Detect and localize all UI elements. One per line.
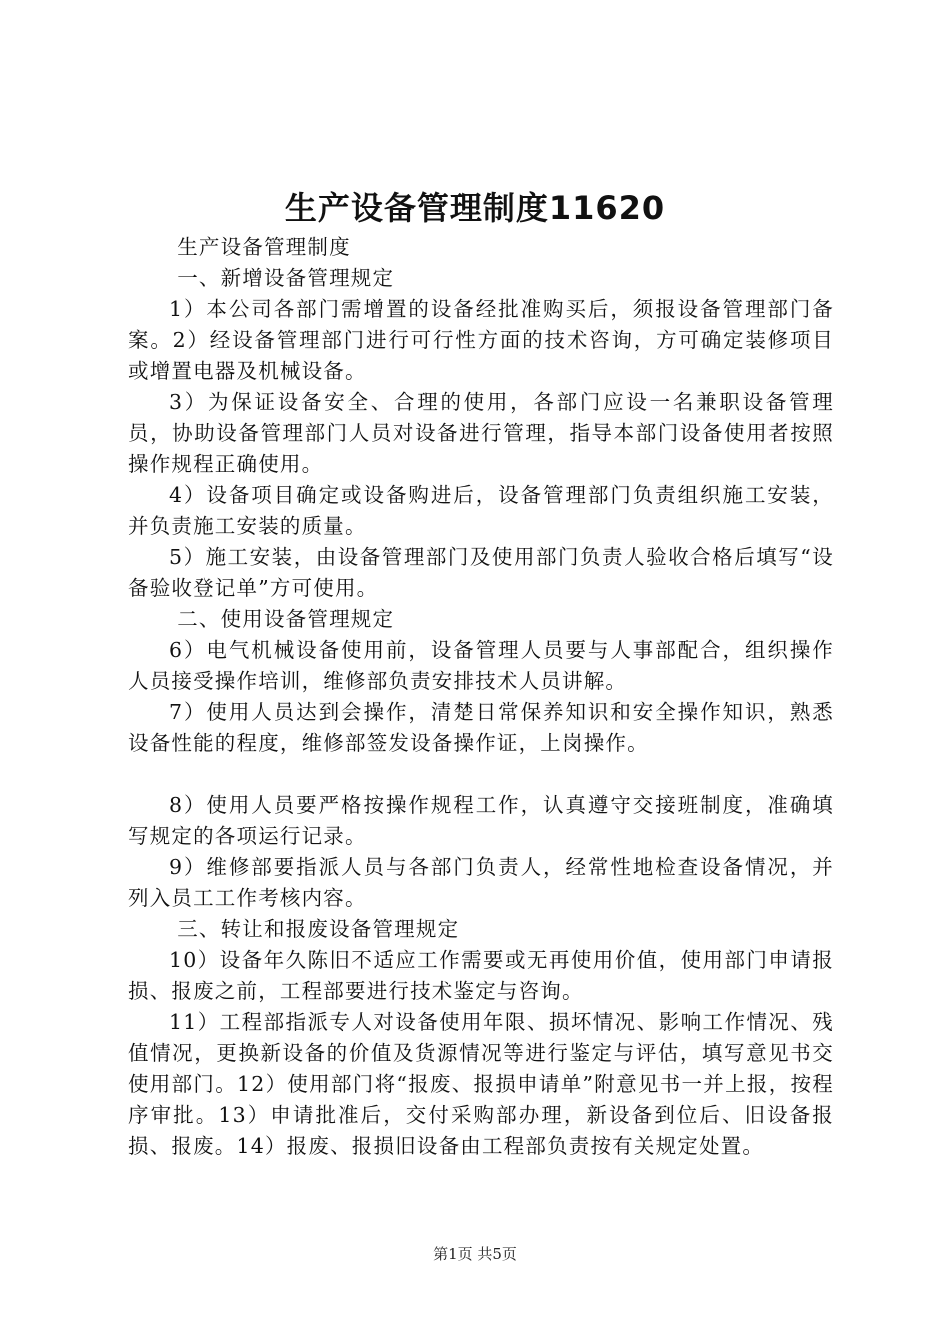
paragraph-item-11-14: 11）工程部指派专人对设备使用年限、损坏情况、影响工作情况、残值情况，更换新设备的价值及货源情况等进行鉴定与评估，填写意见书交使用部门。12）使用部门将“报废、报损申请单”附意见书一并上报，按程序审批。13）申请批准后，交付采购部办理，新设备到位后、旧设备报损、报废。14）报废、报损旧设备由工程部负责按有关规定处置。: [128, 1010, 834, 1158]
section-heading-transfer-scrap: 三、转让和报废设备管理规定: [177, 917, 460, 941]
paragraph-item-4: 4）设备项目确定或设备购进后，设备管理部门负责组织施工安装，并负责施工安装的质量。: [128, 483, 834, 538]
paragraph-item-10: 10）设备年久陈旧不适应工作需要或无再使用价值，使用部门申请报损、报废之前，工程部要进行技术鉴定与咨询。: [128, 948, 834, 1003]
paragraph-item-6: 6）电气机械设备使用前，设备管理人员要与人事部配合，组织操作人员接受操作培训，维修部负责安排技术人员讲解。: [128, 638, 834, 693]
page-footer: 第1页 共5页: [433, 1245, 517, 1263]
paragraph-item-7: 7）使用人员达到会操作，清楚日常保养知识和安全操作知识，熟悉设备性能的程度，维修部签发设备操作证，上岗操作。: [128, 700, 834, 755]
paragraph-item-3: 3）为保证设备安全、合理的使用，各部门应设一名兼职设备管理员，协助设备管理部门人员对设备进行管理，指导本部门设备使用者按照操作规程正确使用。: [128, 390, 834, 476]
subtitle-paragraph: 生产设备管理制度: [177, 235, 351, 259]
paragraph-item-8: 8）使用人员要严格按操作规程工作，认真遵守交接班制度，准确填写规定的各项运行记录。: [128, 793, 834, 848]
document-body: [128, 232, 834, 1162]
paragraph-item-9: 9）维修部要指派人员与各部门负责人，经常性地检查设备情况，并列入员工工作考核内容。: [128, 855, 834, 910]
document-title: 生产设备管理制度11620: [284, 189, 666, 227]
paragraph-item-1-2: 1）本公司各部门需增置的设备经批准购买后，须报设备管理部门备案。2）经设备管理部门进行可行性方面的技术咨询，方可确定装修项目或增置电器及机械设备。: [128, 297, 834, 383]
section-heading-usage: 二、使用设备管理规定: [177, 607, 395, 631]
section-heading-new-equipment: 一、新增设备管理规定: [177, 266, 395, 290]
paragraph-item-5: 5）施工安装，由设备管理部门及使用部门负责人验收合格后填写“设备验收登记单”方可使用。: [128, 545, 834, 600]
